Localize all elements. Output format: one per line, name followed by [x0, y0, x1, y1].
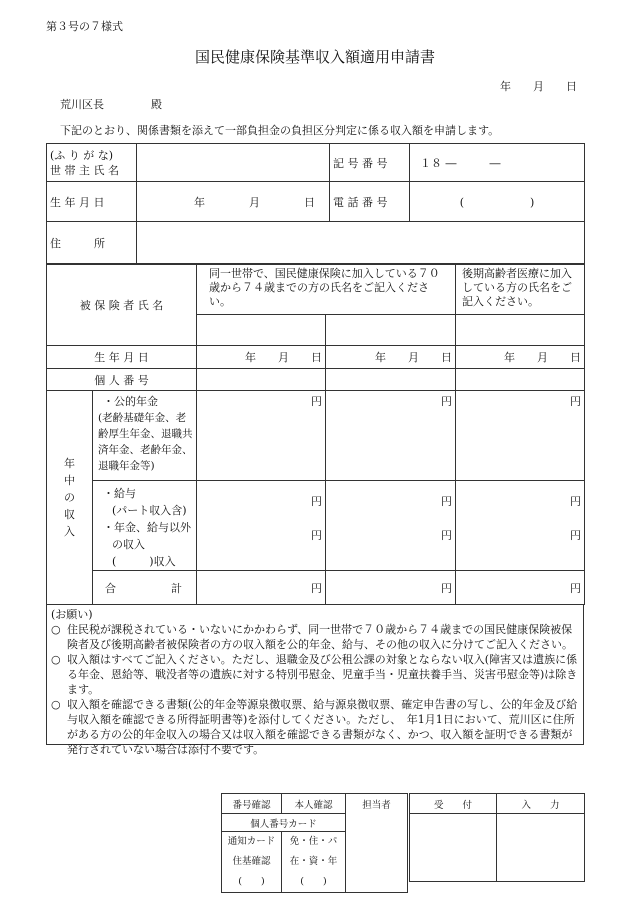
total-amount-2[interactable]: 円: [326, 571, 456, 605]
license-label: 免・住・パ: [289, 836, 338, 847]
pension-amount-3[interactable]: 円: [456, 391, 585, 481]
pension-label: [93, 391, 197, 481]
notice-card-label: 通知カード: [227, 836, 276, 847]
furigana-label: (ふ り が な): [50, 148, 114, 162]
notes-heading: (お願い): [51, 608, 93, 621]
salary-head: ・給与: [103, 487, 136, 500]
input-stamp-field[interactable]: [497, 814, 585, 882]
total-label: 合 計: [93, 571, 197, 605]
other-amount-3[interactable]: 円: [570, 529, 582, 542]
mynumber-card-label: 個人番号カード: [222, 814, 346, 832]
applicant-table: [46, 143, 585, 264]
salary-other-label: [93, 481, 197, 571]
notes-box: [46, 605, 584, 756]
reception-label: 受 付: [410, 794, 497, 814]
reception-stamp-field[interactable]: [410, 814, 497, 882]
addressee-honorific: 殿: [151, 98, 162, 111]
other-amount-2[interactable]: 円: [441, 529, 453, 542]
resident-check-label: 住基確認: [232, 856, 271, 867]
pension-detail: (老齢基礎年金、老齢厚生年金、退職共済年金、老齢年金、退職年金等): [98, 412, 193, 472]
member-mynumber-2[interactable]: [326, 369, 456, 391]
member-mynumber-1[interactable]: [197, 369, 326, 391]
member-birth-1[interactable]: 年 月 日: [197, 346, 326, 369]
office-reception-table: [409, 793, 585, 882]
other-detail: の収入: [112, 538, 145, 551]
salary-amount-3[interactable]: 円: [570, 495, 582, 508]
total-amount-1[interactable]: 円: [197, 571, 326, 605]
notice-card-paren[interactable]: ( ): [238, 876, 265, 887]
pension-amount-1[interactable]: 円: [197, 391, 326, 481]
salary-detail: (パート収入含): [112, 504, 187, 517]
note-item-3: ○ 収入額を確認できる書類(公的年金等源泉徴収票、給与源泉徴収票、確定申告書の写し、公的年金及び給与収入額を確認できる所得証明書等)を添付してください。ただし、 年1月1日において、荒川区に住所がある方の公的年金収入の場合又は収入額を確認できる書類がなく、かつ、収入額を証明できる書類が発行されていない場合は添付不要です。: [51, 697, 579, 757]
member-mynumber-3[interactable]: [456, 369, 585, 391]
householder-name-field[interactable]: [137, 144, 330, 182]
birthdate-label: 生 年 月 日: [47, 182, 137, 222]
pension-amount-2[interactable]: 円: [326, 391, 456, 481]
phone-label: 電 話 番 号: [330, 182, 410, 222]
annual-income-label: 年中の収入: [47, 391, 93, 605]
total-amount-3[interactable]: 円: [456, 571, 585, 605]
address-field[interactable]: [137, 222, 585, 264]
office-verification-table: [221, 793, 408, 893]
member-name-2[interactable]: [326, 315, 456, 346]
symbol-number-label: 記 号 番 号: [330, 144, 410, 182]
phone-field[interactable]: ( ): [410, 182, 585, 222]
salary-amount-1[interactable]: 円: [311, 495, 323, 508]
members-table: [46, 264, 585, 605]
identity-check-label: 本人確認: [282, 794, 346, 814]
salary-other-amount-1[interactable]: [197, 481, 326, 571]
application-date[interactable]: 年 月 日: [500, 80, 577, 93]
member-birth-label: 生 年 月 日: [47, 346, 197, 369]
salary-other-amount-3[interactable]: [456, 481, 585, 571]
license-paren[interactable]: ( ): [300, 876, 327, 887]
number-check-label: 番号確認: [222, 794, 282, 814]
col-70-74-header: 同一世帯で、国民健康保険に加入している７０歳から７４歳までの方の氏名をご記入ください。: [197, 265, 456, 315]
other-blank[interactable]: ( )収入: [112, 555, 176, 568]
col-elderly-header: 後期高齢者医療に加入している方の氏名をご記入ください。: [456, 265, 585, 315]
pension-head: ・公的年金: [103, 395, 158, 408]
address-label: 住 所: [47, 222, 137, 264]
member-name-1[interactable]: [197, 315, 326, 346]
householder-label: 世 帯 主 氏 名: [50, 163, 119, 177]
license-cell[interactable]: [282, 832, 346, 893]
salary-amount-2[interactable]: 円: [441, 495, 453, 508]
input-label: 入 力: [497, 794, 585, 814]
member-name-3[interactable]: [456, 315, 585, 346]
other-head: ・年金、給与以外: [103, 521, 191, 534]
staff-label: 担当者: [346, 794, 408, 893]
resident-etc-label: 在・資・年: [289, 856, 338, 867]
member-mynumber-label: 個 人 番 号: [47, 369, 197, 391]
form-title: 国民健康保険基準収入額適用申請書: [194, 48, 435, 66]
addressee-name: 荒川区長: [60, 98, 104, 111]
symbol-number-field[interactable]: １８ ― ―: [410, 144, 585, 182]
birthdate-field[interactable]: 年 月 日: [137, 182, 330, 222]
salary-other-amount-2[interactable]: [326, 481, 456, 571]
note-item-1: ○ 住民税が課税されている・いないにかかわらず、同一世帯で７０歳から７４歳までの国民健康保険被保険者及び後期高齢者被保険者の方の収入額を公的年金、給与、その他の収入に分けてご記入ください。: [51, 622, 579, 652]
form-number: 第３号の７様式: [46, 20, 123, 33]
member-birth-3[interactable]: 年 月 日: [456, 346, 585, 369]
insured-name-label: 被 保 険 者 氏 名: [47, 265, 197, 346]
member-birth-2[interactable]: 年 月 日: [326, 346, 456, 369]
notice-card-cell[interactable]: [222, 832, 282, 893]
other-amount-1[interactable]: 円: [311, 529, 323, 542]
note-item-2: ○ 収入額はすべてご記入ください。ただし、退職金及び公租公課の対象とならない収入(障害又は遺族に係る年金、恩給等、戦没者等の遺族に対する特別弔慰金、児童手当・児童扶養手当、災害弔慰金等)は除きます。: [51, 652, 579, 697]
householder-label-cell: [47, 144, 137, 182]
intro-text: 下記のとおり、関係書類を添えて一部負担金の負担区分判定に係る収入額を申請します。: [60, 124, 500, 137]
